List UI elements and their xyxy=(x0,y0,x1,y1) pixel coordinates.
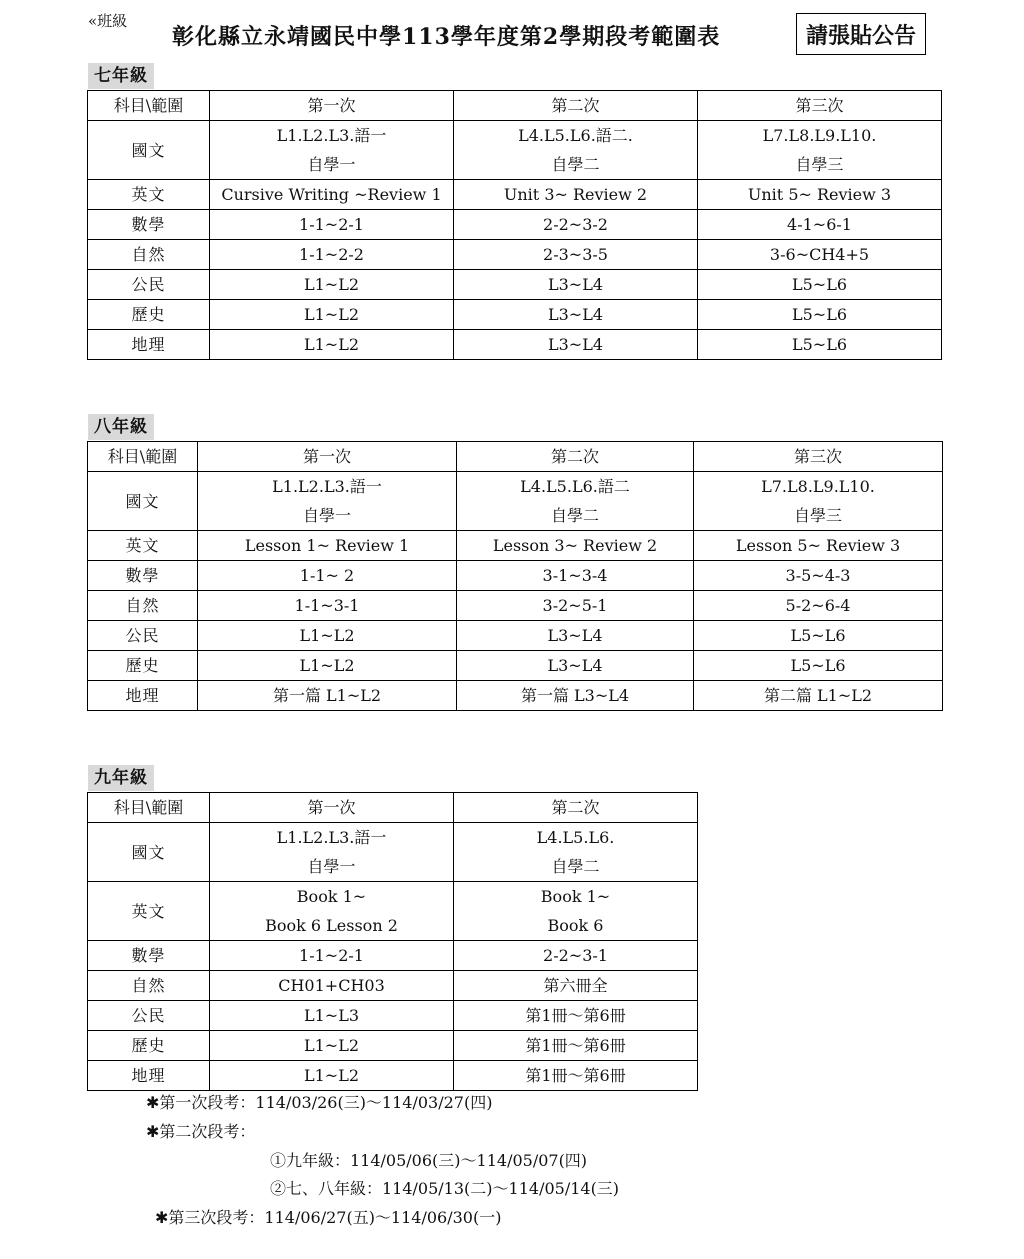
range-line: L1~L2 xyxy=(299,626,355,645)
header-exam-2: 第二次 xyxy=(454,793,698,823)
range-cell xyxy=(454,300,698,330)
header-row xyxy=(88,91,942,121)
table-row xyxy=(88,1031,698,1061)
range-cell xyxy=(210,330,454,360)
range-cell xyxy=(694,531,943,561)
range-line: 3-5~4-3 xyxy=(785,566,851,585)
range-line: Unit 5~ Review 3 xyxy=(747,185,892,204)
range-cell xyxy=(210,240,454,270)
range-line: L5~L6 xyxy=(790,626,846,645)
range-cell xyxy=(698,270,942,300)
range-line: L4.L5.L6.語二. xyxy=(518,126,633,145)
range-cell xyxy=(698,180,942,210)
range-cell xyxy=(457,591,694,621)
range-line: L1.L2.L3.語一 xyxy=(276,126,387,145)
table-row xyxy=(88,210,942,240)
note-second-exam: ✱第二次段考： xyxy=(146,1122,256,1141)
subject-cell: 國文 xyxy=(88,472,198,531)
range-cell xyxy=(454,270,698,300)
range-line: L1~L2 xyxy=(299,656,355,675)
subject-cell: 英文 xyxy=(88,180,210,210)
range-line: L1~L3 xyxy=(303,1006,359,1025)
range-line: 第1冊～第6冊 xyxy=(525,1036,626,1055)
range-cell xyxy=(210,1061,454,1091)
range-line: 1-1~ 2 xyxy=(299,566,355,585)
range-cell xyxy=(694,561,943,591)
range-line: 自學一 xyxy=(302,506,351,525)
range-cell xyxy=(454,210,698,240)
subject-cell: 英文 xyxy=(88,531,198,561)
table-row xyxy=(88,472,943,531)
range-line: 第一篇 L1~L2 xyxy=(272,686,382,705)
range-line: L4.L5.L6.語二 xyxy=(520,477,630,496)
class-label: «班級 xyxy=(88,12,128,30)
range-cell xyxy=(454,823,698,882)
range-cell xyxy=(698,121,942,180)
range-line: L1~L2 xyxy=(303,335,359,354)
range-line: Lesson 1~ Review 1 xyxy=(244,536,410,555)
range-cell xyxy=(198,681,457,711)
range-line: L3~L4 xyxy=(547,626,603,645)
table-row xyxy=(88,240,942,270)
range-cell xyxy=(698,330,942,360)
range-line: 3-6~CH4+5 xyxy=(769,245,870,264)
table-row xyxy=(88,300,942,330)
subject-cell: 地理 xyxy=(88,330,210,360)
range-cell xyxy=(454,180,698,210)
header-exam-1: 第一次 xyxy=(210,91,454,121)
range-line: L3~L4 xyxy=(547,275,603,294)
range-line: Cursive Writing ~Review 1 xyxy=(221,185,442,204)
header-exam-1: 第一次 xyxy=(210,793,454,823)
range-cell xyxy=(210,210,454,240)
range-cell xyxy=(698,210,942,240)
subject-cell: 英文 xyxy=(88,882,210,941)
note-first-exam: ✱第一次段考：114/03/26(三)～114/03/27(四) xyxy=(146,1093,493,1112)
page-title: 彰化縣立永靖國民中學113學年度第2學期段考範圍表 xyxy=(172,24,721,50)
subject-cell: 數學 xyxy=(88,210,210,240)
range-cell xyxy=(698,240,942,270)
range-cell xyxy=(210,941,454,971)
range-cell xyxy=(198,591,457,621)
range-cell xyxy=(457,621,694,651)
range-cell xyxy=(454,882,698,941)
range-cell xyxy=(457,681,694,711)
header-exam-3: 第三次 xyxy=(698,91,942,121)
grade-9-label: 九年級 xyxy=(88,765,154,791)
grade-9-table xyxy=(87,792,698,1091)
range-cell xyxy=(210,270,454,300)
notice-box: 請張貼公告 xyxy=(796,13,926,55)
range-line: 第二篇 L1~L2 xyxy=(763,686,873,705)
range-line: 第1冊～第6冊 xyxy=(525,1006,626,1025)
note-second-exam-grade78: ②七、八年級：114/05/13(二)～114/05/14(三) xyxy=(270,1179,620,1198)
range-line: L5~L6 xyxy=(791,305,847,324)
range-line: 自學一 xyxy=(307,857,356,876)
table-row xyxy=(88,651,943,681)
header-exam-2: 第二次 xyxy=(454,91,698,121)
header-subject-range: 科目\範圍 xyxy=(88,793,210,823)
header-exam-2: 第二次 xyxy=(457,442,694,472)
range-cell xyxy=(210,882,454,941)
table-row xyxy=(88,941,698,971)
range-cell xyxy=(457,651,694,681)
table-row xyxy=(88,591,943,621)
table-row xyxy=(88,971,698,1001)
range-cell xyxy=(454,240,698,270)
range-line: L1.L2.L3.語一 xyxy=(272,477,382,496)
range-cell xyxy=(454,1061,698,1091)
table-row xyxy=(88,561,943,591)
range-line: L3~L4 xyxy=(547,335,603,354)
range-line: L1~L2 xyxy=(303,305,359,324)
table-row xyxy=(88,531,943,561)
grade-7-label: 七年級 xyxy=(88,63,154,89)
range-line: 第1冊～第6冊 xyxy=(525,1066,626,1085)
range-line: L1~L2 xyxy=(303,275,359,294)
table-row xyxy=(88,330,942,360)
range-line: 自學二 xyxy=(551,155,600,174)
range-line: L5~L6 xyxy=(791,275,847,294)
range-cell xyxy=(210,1001,454,1031)
table-row xyxy=(88,823,698,882)
range-line: 4-1~6-1 xyxy=(787,215,852,234)
subject-cell: 歷史 xyxy=(88,1031,210,1061)
range-line: 2-3~3-5 xyxy=(543,245,608,264)
range-line: L5~L6 xyxy=(791,335,847,354)
range-cell xyxy=(210,1031,454,1061)
note-third-exam: ✱第三次段考：114/06/27(五)～114/06/30(一) xyxy=(155,1208,502,1227)
range-cell xyxy=(454,1001,698,1031)
table-row xyxy=(88,1061,698,1091)
grade-8-table xyxy=(87,441,943,711)
header-row xyxy=(88,442,943,472)
header-subject-range: 科目\範圍 xyxy=(88,91,210,121)
subject-cell: 公民 xyxy=(88,1001,210,1031)
range-line: L1~L2 xyxy=(303,1066,359,1085)
range-line: 自學一 xyxy=(307,155,356,174)
range-cell xyxy=(198,472,457,531)
range-line: 自學二 xyxy=(550,506,599,525)
table-row xyxy=(88,121,942,180)
range-cell xyxy=(454,941,698,971)
range-line: 第一篇 L3~L4 xyxy=(520,686,630,705)
grade-8-label: 八年級 xyxy=(88,414,154,440)
table-row xyxy=(88,270,942,300)
range-line: L3~L4 xyxy=(547,305,603,324)
range-line: CH01+CH03 xyxy=(278,976,385,995)
range-line: L7.L8.L9.L10. xyxy=(761,477,875,496)
range-cell xyxy=(198,621,457,651)
range-line: Unit 3~ Review 2 xyxy=(503,185,648,204)
range-line: 2-2~3-1 xyxy=(543,946,608,965)
subject-cell: 國文 xyxy=(88,121,210,180)
header-subject-range: 科目\範圍 xyxy=(88,442,198,472)
range-cell xyxy=(694,621,943,651)
range-cell xyxy=(210,971,454,1001)
range-cell xyxy=(698,300,942,330)
table-row xyxy=(88,1001,698,1031)
subject-cell: 公民 xyxy=(88,270,210,300)
range-line: L4.L5.L6. xyxy=(536,828,615,847)
range-cell xyxy=(457,472,694,531)
note-second-exam-grade9: ①九年級：114/05/06(三)～114/05/07(四) xyxy=(270,1151,588,1170)
subject-cell: 自然 xyxy=(88,591,198,621)
header-exam-3: 第三次 xyxy=(694,442,943,472)
range-cell xyxy=(210,823,454,882)
range-cell xyxy=(210,180,454,210)
header-exam-1: 第一次 xyxy=(198,442,457,472)
range-line: L1.L2.L3.語一 xyxy=(276,828,387,847)
range-line: 第六冊全 xyxy=(543,976,608,995)
range-cell xyxy=(210,121,454,180)
range-line: L5~L6 xyxy=(790,656,846,675)
range-line: 2-2~3-2 xyxy=(543,215,608,234)
range-line: 5-2~6-4 xyxy=(785,596,851,615)
subject-cell: 地理 xyxy=(88,1061,210,1091)
range-line: Book 6 Lesson 2 xyxy=(265,916,398,935)
range-line: 1-1~2-2 xyxy=(299,245,364,264)
subject-cell: 地理 xyxy=(88,681,198,711)
table-row xyxy=(88,621,943,651)
range-cell xyxy=(694,681,943,711)
range-cell xyxy=(210,300,454,330)
range-line: 自學三 xyxy=(795,155,844,174)
grade-7-table xyxy=(87,90,942,360)
range-line: Lesson 3~ Review 2 xyxy=(492,536,658,555)
range-cell xyxy=(198,531,457,561)
range-line: 1-1~3-1 xyxy=(294,596,360,615)
table-row xyxy=(88,180,942,210)
subject-cell: 公民 xyxy=(88,621,198,651)
range-line: L7.L8.L9.L10. xyxy=(762,126,877,145)
subject-cell: 歷史 xyxy=(88,300,210,330)
subject-cell: 自然 xyxy=(88,971,210,1001)
range-cell xyxy=(457,561,694,591)
range-cell xyxy=(198,561,457,591)
range-cell xyxy=(454,121,698,180)
range-line: Lesson 5~ Review 3 xyxy=(735,536,901,555)
range-line: 自學三 xyxy=(793,506,842,525)
table-row xyxy=(88,882,698,941)
range-cell xyxy=(454,330,698,360)
subject-cell: 自然 xyxy=(88,240,210,270)
range-line: L3~L4 xyxy=(547,656,603,675)
range-cell xyxy=(694,472,943,531)
range-line: 1-1~2-1 xyxy=(299,946,364,965)
range-line: Book 1~ xyxy=(540,887,611,906)
range-cell xyxy=(694,591,943,621)
range-cell xyxy=(694,651,943,681)
range-line: Book 6 xyxy=(547,916,604,935)
table-row xyxy=(88,681,943,711)
range-line: L1~L2 xyxy=(303,1036,359,1055)
subject-cell: 數學 xyxy=(88,941,210,971)
subject-cell: 歷史 xyxy=(88,651,198,681)
range-cell xyxy=(454,1031,698,1061)
range-cell xyxy=(454,971,698,1001)
range-cell xyxy=(457,531,694,561)
subject-cell: 國文 xyxy=(88,823,210,882)
subject-cell: 數學 xyxy=(88,561,198,591)
range-line: 3-2~5-1 xyxy=(542,596,608,615)
range-line: 1-1~2-1 xyxy=(299,215,364,234)
range-line: 自學二 xyxy=(551,857,600,876)
range-line: 3-1~3-4 xyxy=(542,566,608,585)
range-cell xyxy=(198,651,457,681)
range-line: Book 1~ xyxy=(296,887,367,906)
header-row xyxy=(88,793,698,823)
